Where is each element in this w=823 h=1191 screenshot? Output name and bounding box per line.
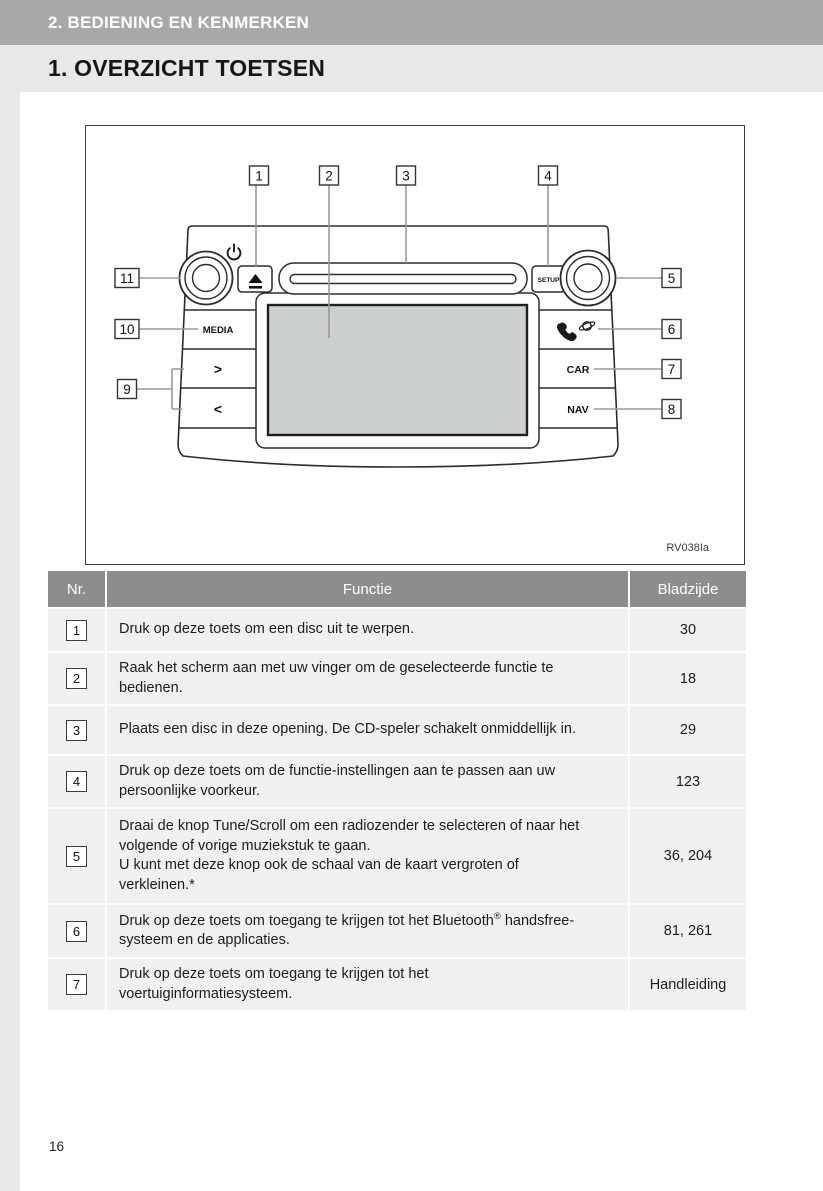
callout-ref-box: 1 [66,620,87,641]
table-body [48,609,746,1010]
svg-text:8: 8 [667,402,676,417]
callout-ref-box: 3 [66,720,87,741]
function-table [48,571,746,1010]
callout-1 [250,166,269,185]
column-header-bladzijde: Bladzijde [630,571,746,607]
section-header-text: 2. BEDIENING EN KENMERKEN [48,12,309,32]
svg-text:1: 1 [255,168,263,184]
device-diagram [85,125,745,565]
callout-4 [539,166,558,185]
touch-screen [268,305,527,435]
callout-ref-box: 4 [66,771,87,792]
title-band [0,45,823,92]
svg-text:2: 2 [325,168,333,184]
svg-text:10: 10 [119,322,135,337]
eject-button [238,266,272,292]
callout-6 [662,320,681,339]
callout-7 [662,360,681,379]
callout-ref-box: 7 [66,974,87,995]
table-row [48,653,746,704]
page-title: 1. OVERZICHT TOETSEN [48,55,326,81]
column-header-nr: Nr. [48,571,105,607]
row-page-cell: 36, 204 [630,809,746,903]
row-number-cell [48,959,105,1010]
tune-scroll-knob [561,251,616,306]
media-button: MEDIA [202,325,234,336]
section-header-bar [0,0,823,45]
row-number-cell [48,609,105,651]
svg-text:7: 7 [667,362,676,377]
row-function-cell: Plaats een disc in deze opening. De CD-speler schakelt onmiddellijk in. [107,706,628,754]
row-function-cell: Druk op deze toets om toegang te krijgen tot het Bluetooth® handsfree- systeem en de applicaties. [107,905,628,957]
callout-3 [397,166,416,185]
callout-9 [118,380,137,399]
table-row [48,756,746,807]
row-page-cell: 81, 261 [630,905,746,957]
callout-10 [115,320,139,339]
row-number-cell [48,905,105,957]
row-number-cell [48,653,105,704]
power-volume-knob [180,252,233,305]
row-function-cell: Draai de knop Tune/Scroll om een radiozender te selecteren of naar het volgende of vorige muziekstuk te gaan. U kunt met deze knop ook de schaal van de kaart vergroten of verkleinen.* [107,809,628,903]
row-page-cell: 30 [630,609,746,651]
row-page-cell: 29 [630,706,746,754]
callout-ref-box: 2 [66,668,87,689]
svg-text:5: 5 [667,271,676,286]
device-diagram-svg [86,126,744,564]
nav-button: NAV [567,404,589,416]
svg-text:SETUP: SETUP [537,277,560,284]
svg-text:3: 3 [402,168,410,184]
cd-slot [279,263,527,294]
row-number-cell [48,706,105,754]
page-number: 16 [49,1139,65,1154]
seek-down-button: < [213,401,223,417]
callout-ref-box: 6 [66,921,87,942]
page-left-margin [0,92,20,1191]
car-button: CAR [566,364,590,376]
svg-text:11: 11 [119,271,135,286]
row-function-cell: Raak het scherm aan met uw vinger om de geselecteerde functie te bedienen. [107,653,628,704]
table-row [48,905,746,957]
row-function-cell: Druk op deze toets om een disc uit te werpen. [107,609,628,651]
table-header-row [48,571,746,607]
row-function-cell: Druk op deze toets om de functie-instellingen aan te passen aan uw persoonlijke voorkeur. [107,756,628,807]
seek-up-button: > [213,361,223,377]
row-page-cell: 123 [630,756,746,807]
row-number-cell [48,809,105,903]
svg-text:6: 6 [667,322,676,337]
table-row [48,706,746,754]
callout-5 [662,269,681,288]
table-row [48,609,746,651]
row-page-cell: Handleiding [630,959,746,1010]
row-number-cell [48,756,105,807]
table-row [48,809,746,903]
svg-text:9: 9 [123,382,131,397]
callout-8 [662,400,681,419]
callout-ref-box: 5 [66,846,87,867]
row-page-cell: 18 [630,653,746,704]
callout-2 [320,166,339,185]
row-function-cell: Druk op deze toets om toegang te krijgen tot het voertuiginformatiesysteem. [107,959,628,1010]
figure-code: RV038Ia [666,542,709,554]
column-header-functie: Functie [107,571,628,607]
callout-11 [115,269,139,288]
table-row [48,959,746,1010]
svg-text:4: 4 [544,168,552,184]
